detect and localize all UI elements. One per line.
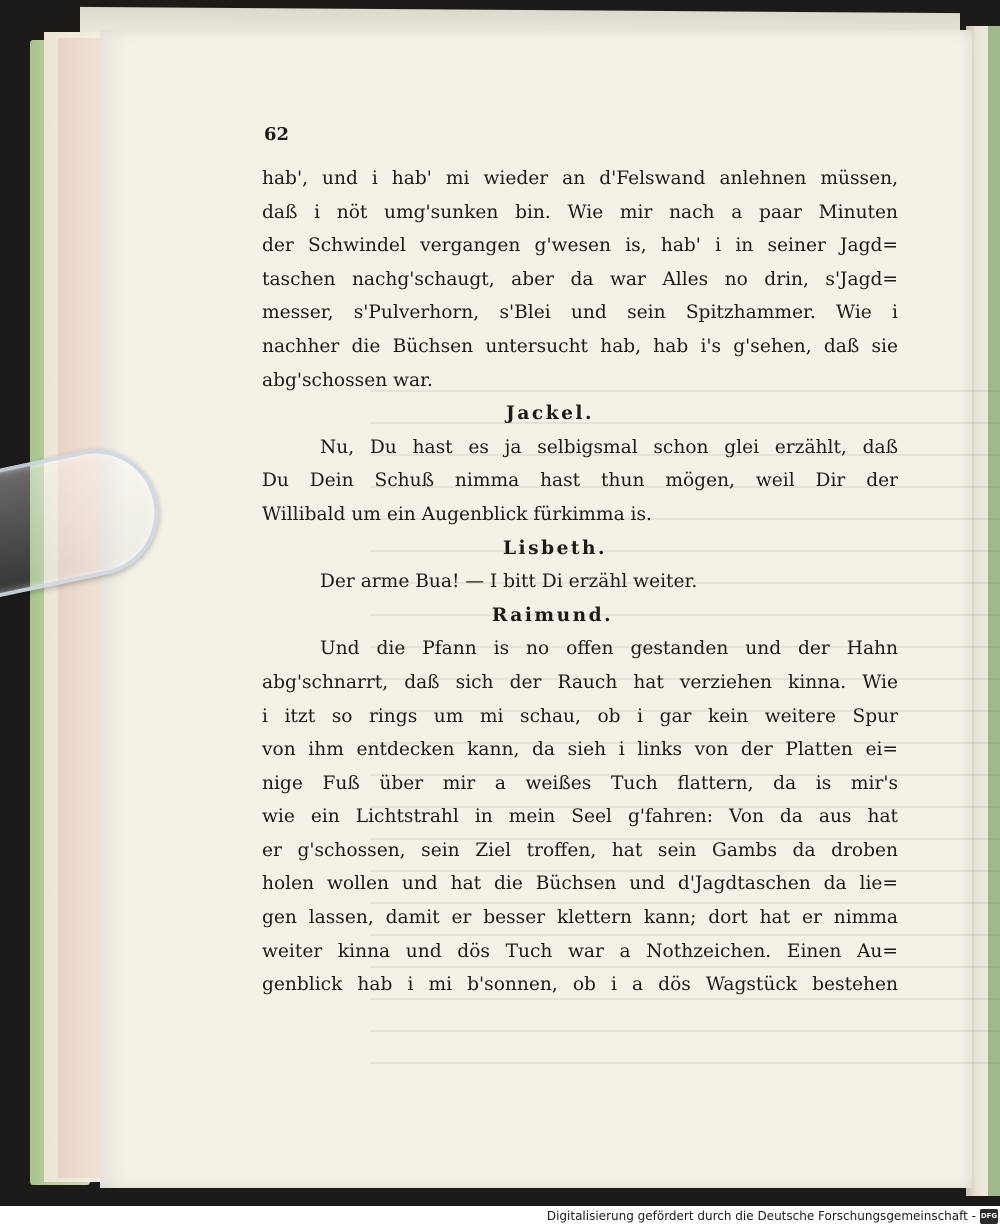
paragraph-raimund — [262, 632, 898, 1002]
text-line: abg'schossen war. — [262, 369, 433, 391]
text-line: nige Fuß über mir a weißes Tuch flattern, da is mir's — [262, 772, 898, 794]
speaker-heading-jackel: Jackel. — [506, 403, 594, 425]
text-line: hab', und i hab' mi wieder an d'Felswand anlehnen müssen, — [262, 168, 898, 189]
footer-bar — [0, 1206, 1000, 1228]
text-line: Und die Pfann is no offen gestanden und der Hahn — [320, 638, 898, 660]
text-line: gen lassen, damit er besser klettern kann; dort hat er nimma — [262, 907, 898, 929]
text-line: taschen nachg'schaugt, aber da war Alles no drin, s'Jagd= — [262, 268, 898, 290]
dfg-logo: DFG — [980, 1209, 998, 1224]
text-line: Der arme Bua! — I bitt Di erzähl weiter. — [320, 571, 698, 593]
funding-credit: Digitalisierung gefördert durch die Deutsche Forschungsgemeinschaft - — [546, 1209, 976, 1223]
page-text — [262, 124, 898, 1002]
text-line: er g'schossen, sein Ziel troffen, hat sein Gambs da droben — [262, 839, 898, 861]
paragraph-lisbeth — [262, 565, 898, 599]
speaker-heading-lisbeth: Lisbeth. — [502, 537, 608, 559]
text-line: genblick hab i mi b'sonnen, ob i a dös Wagstück bestehen — [262, 974, 898, 996]
text-line: wie ein Lichtstrahl in mein Seel g'fahren: Von da aus hat — [262, 806, 898, 828]
text-line: weiter kinna und dös Tuch war a Nothzeichen. Einen Au= — [262, 940, 898, 962]
speaker-heading-raimund: Raimund. — [491, 604, 614, 626]
paragraph-continued — [262, 162, 898, 397]
text-line: Nu, Du hast es ja selbigsmal schon glei erzählt, daß — [320, 436, 898, 458]
text-line: i itzt so rings um mi schau, ob i gar kein weitere Spur — [262, 705, 898, 727]
paragraph-jackel — [262, 431, 898, 532]
text-line: Willibald um ein Augenblick fürkimma is. — [262, 503, 652, 525]
text-line: der Schwindel vergangen g'wesen is, hab' i in seiner Jagd= — [262, 235, 898, 257]
text-line: nachher die Büchsen untersucht hab, hab i's g'sehen, daß sie — [262, 335, 898, 357]
text-line: abg'schnarrt, daß sich der Rauch hat verziehen kinna. Wie — [262, 671, 898, 693]
text-line: Du Dein Schuß nimma hast thun mögen, weil Dir der — [262, 470, 898, 492]
page-number: 62 — [264, 124, 290, 145]
text-line: messer, s'Pulverhorn, s'Blei und sein Spitzhammer. Wie i — [262, 302, 898, 324]
text-line: holen wollen und hat die Büchsen und d'Jagdtaschen da lie= — [262, 873, 898, 895]
text-line: daß i nöt umg'sunken bin. Wie mir nach a paar Minuten — [262, 201, 898, 223]
text-line: von ihm entdecken kann, da sieh i links von der Platten ei= — [262, 739, 898, 761]
